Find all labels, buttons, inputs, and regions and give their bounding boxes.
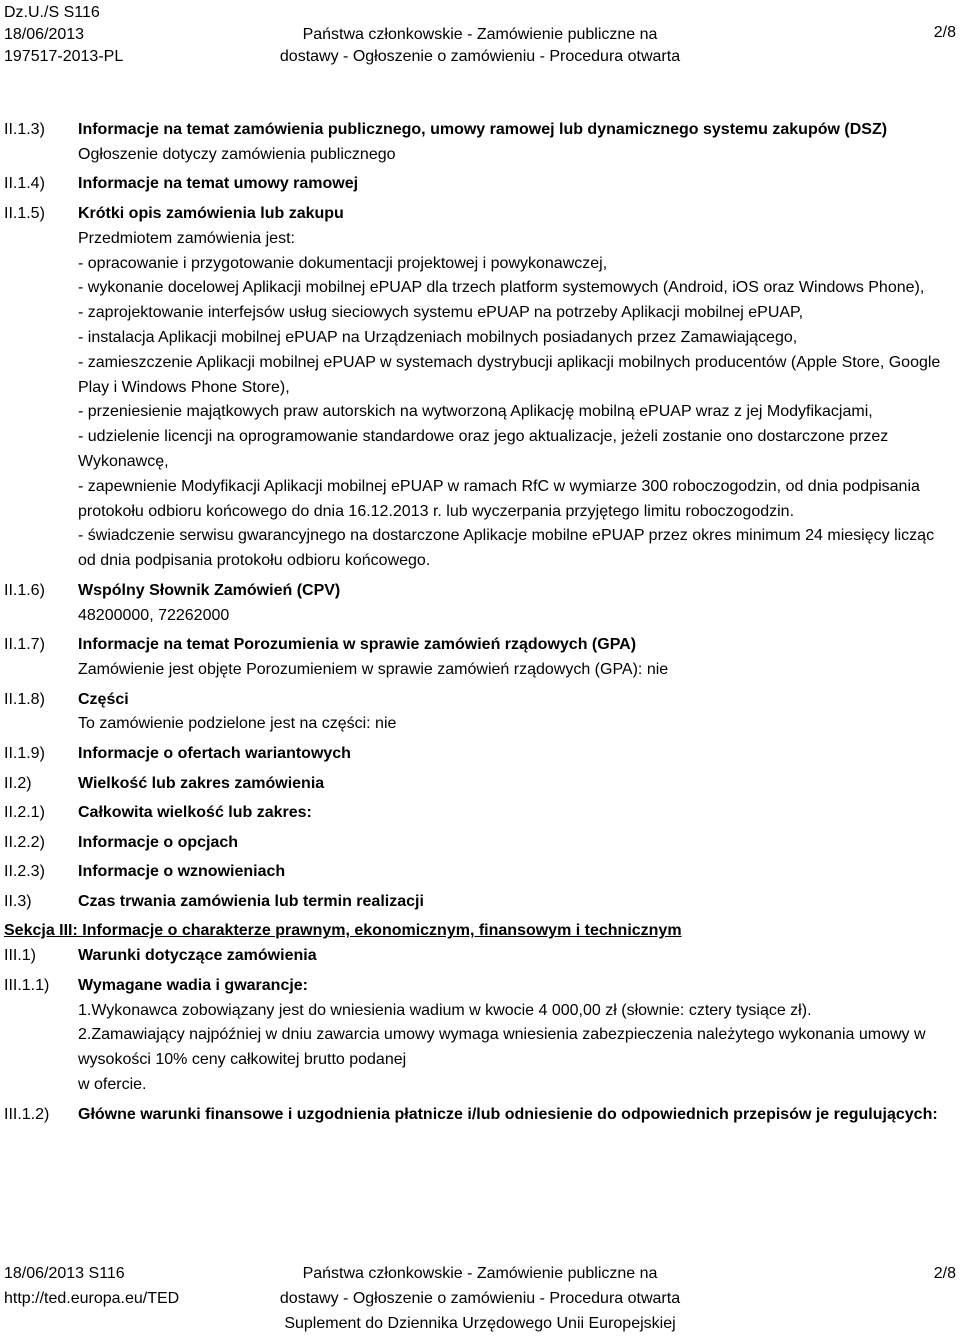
section-text: 48200000, 72262000: [78, 606, 230, 624]
section-body: [78, 772, 956, 797]
section-body: [78, 742, 956, 767]
section-text: - zaprojektowanie interfejsów usług sieciowych systemu ePUAP na potrzeby Aplikacji mobilnej ePUAP,: [78, 304, 804, 322]
page-footer: [0, 1262, 960, 1334]
section-heading: Informacje na temat umowy ramowej: [78, 175, 359, 193]
section-body: [78, 688, 956, 738]
section-number: II.1.9): [4, 744, 45, 762]
section-body: [78, 860, 956, 885]
section-item: [0, 831, 960, 856]
section-3-list: [0, 944, 960, 1132]
section-heading: Wspólny Słownik Zamówień (CPV): [78, 581, 341, 599]
section-body: [78, 202, 956, 574]
section-number: II.1.6): [4, 581, 45, 599]
section-heading: Informacje na temat zamówienia publicznego, umowy ramowej lub dynamicznego systemu zakupów (DSZ): [78, 121, 888, 138]
section-body: [78, 831, 956, 856]
section-item: [0, 118, 960, 168]
section-text: To zamówienie podzielone jest na części: nie: [78, 715, 397, 733]
section-heading: Całkowita wielkość lub zakres:: [78, 804, 312, 822]
section-text: 1.Wykonawca zobowiązany jest do wniesienia wadium w kwocie 4 000,00 zł (słownie: cztery tysiące zł).: [78, 1001, 812, 1019]
section-text: - przeniesienie majątkowych praw autorskich na wytworzoną Aplikację mobilną ePUAP wraz z jej Modyfikacjami,: [78, 403, 873, 421]
section-number: II.2.1): [4, 804, 45, 822]
footer-title-line-1: Państwa członkowskie - Zamówienie publiczne na: [302, 1265, 658, 1282]
section-item: [0, 974, 960, 1098]
section-item: [0, 801, 960, 826]
section-item: [0, 890, 960, 915]
section-text: - świadczenie serwisu gwarancyjnego na dostarczone Aplikacje mobilne ePUAP przez okres minimum 24 miesięcy licząc od dnia podpisania protokołu odbioru końcowego.: [78, 527, 935, 570]
header-date: 18/06/2013: [4, 26, 85, 43]
section-body: [78, 1103, 956, 1128]
section-number: II.2.3): [4, 863, 45, 881]
section-heading: Główne warunki finansowe i uzgodnienia płatnicze i/lub odniesienie do odpowiednich przepisów je regulujących:: [78, 1105, 938, 1123]
section-heading: Informacje o opcjach: [78, 833, 239, 851]
header-title-line-1: Państwa członkowskie - Zamówienie publiczne na: [302, 26, 658, 43]
section-heading: Informacje o wznowieniach: [78, 863, 286, 881]
section-body: [78, 118, 956, 168]
section-item: [0, 860, 960, 885]
footer-title-line-2: dostawy - Ogłoszenie o zamówieniu - Procedura otwarta: [279, 1289, 681, 1307]
header-page-number: 2/8: [933, 24, 956, 41]
section-heading: Informacje o ofertach wariantowych: [78, 744, 351, 762]
section-text: Przedmiotem zamówienia jest:: [78, 229, 295, 247]
section-text: w ofercie.: [78, 1076, 147, 1094]
section-number: II.2.2): [4, 833, 45, 851]
header-doc-id: 197517-2013-PL: [4, 48, 124, 65]
section-text: - zamieszczenie Aplikacji mobilnej ePUAP w systemach dystrybucji aplikacji mobilnych producentów (Apple Store, Google Play i Windows Phone Store),: [78, 353, 941, 396]
section-text: - opracowanie i przygotowanie dokumentacji projektowej i powykonawczej,: [78, 254, 608, 272]
header-title-line-2: dostawy - Ogłoszenie o zamówieniu - Procedura otwarta: [279, 48, 681, 65]
section-heading: Wymagane wadia i gwarancje:: [78, 976, 309, 994]
section-item: [0, 742, 960, 767]
section-text: - instalacja Aplikacji mobilnej ePUAP na Urządzeniach mobilnych posiadanych przez Zamawiającego,: [78, 328, 798, 346]
section-body: [78, 944, 956, 969]
section-number: II.1.4): [4, 175, 45, 193]
section-body: [78, 801, 956, 826]
section-heading: Części: [78, 690, 129, 708]
section-heading: Warunki dotyczące zamówienia: [78, 947, 317, 965]
section-number: II.1.3): [4, 121, 45, 138]
section-number: III.1): [4, 947, 37, 965]
footer-title: [0, 1262, 960, 1336]
section-item: [0, 633, 960, 683]
section-heading: Wielkość lub zakres zamówienia: [78, 774, 325, 792]
section-item: [0, 1103, 960, 1128]
section-body: [78, 633, 956, 683]
section-item: [0, 172, 960, 197]
section-body: [78, 172, 956, 197]
section-text: - udzielenie licencji na oprogramowanie standardowe oraz jego aktualizacje, jeżeli zostanie ono dostarczone przez Wykonawcę,: [78, 428, 889, 470]
section-number: II.2): [4, 774, 32, 792]
section-gap: [0, 1127, 960, 1132]
section-body: [78, 579, 956, 629]
footer-url[interactable]: http://ted.europa.eu/TED: [4, 1289, 180, 1307]
footer-title-line-3: Suplement do Dziennika Urzędowego Unii Europejskiej: [284, 1314, 676, 1332]
section-text: Ogłoszenie dotyczy zamówienia publicznego: [78, 145, 396, 163]
section-heading: Krótki opis zamówienia lub zakupu: [78, 204, 344, 222]
section-text: 2.Zamawiający najpóźniej w dniu zawarcia umowy wymaga wniesienia zabezpieczenia należytego wykonania umowy w wysokości 10% ceny całkowitej brutto podanej: [78, 1026, 926, 1069]
header-title: [0, 24, 960, 68]
section-item: [0, 579, 960, 629]
section-item: [0, 202, 960, 574]
section-item: [0, 772, 960, 797]
section-text: - wykonanie docelowej Aplikacji mobilnej ePUAP dla trzech platform systemowych (Android, iOS oraz Windows Phone),: [78, 279, 925, 297]
section-body: [78, 974, 956, 1098]
section-item: [0, 944, 960, 969]
section-number: III.1.2): [4, 1105, 50, 1123]
page-header: [0, 0, 960, 70]
section-heading: Czas trwania zamówienia lub termin realizacji: [78, 892, 424, 910]
header-journal-ref: Dz.U./S S116: [4, 4, 100, 21]
section-number: II.3): [4, 892, 32, 910]
section-body: [78, 890, 956, 915]
footer-page-number: 2/8: [933, 1265, 956, 1282]
section-number: II.1.8): [4, 690, 45, 708]
footer-date-issue: 18/06/2013 S116: [4, 1265, 125, 1282]
section-item: [0, 688, 960, 738]
document-content: [0, 118, 960, 1132]
section-number: II.1.7): [4, 636, 45, 654]
section-text: - zapewnienie Modyfikacji Aplikacji mobilnej ePUAP w ramach RfC w wymiarze 300 roboczogodzin, od dnia podpisania protokołu odbioru końcowego do dnia 16.12.2013 r. lub wyczerpania przyjętego limitu roboczogodzin.: [78, 477, 920, 520]
section-2-list: [0, 118, 960, 919]
section-3-heading: Sekcja III: Informacje o charakterze prawnym, ekonomicznym, finansowym i technicznym: [4, 922, 682, 940]
section-heading: Informacje na temat Porozumienia w sprawie zamówień rządowych (GPA): [78, 636, 637, 654]
section-number: II.1.5): [4, 204, 45, 222]
section-text: Zamówienie jest objęte Porozumieniem w sprawie zamówień rządowych (GPA): nie: [78, 660, 669, 678]
section-number: III.1.1): [4, 976, 50, 994]
